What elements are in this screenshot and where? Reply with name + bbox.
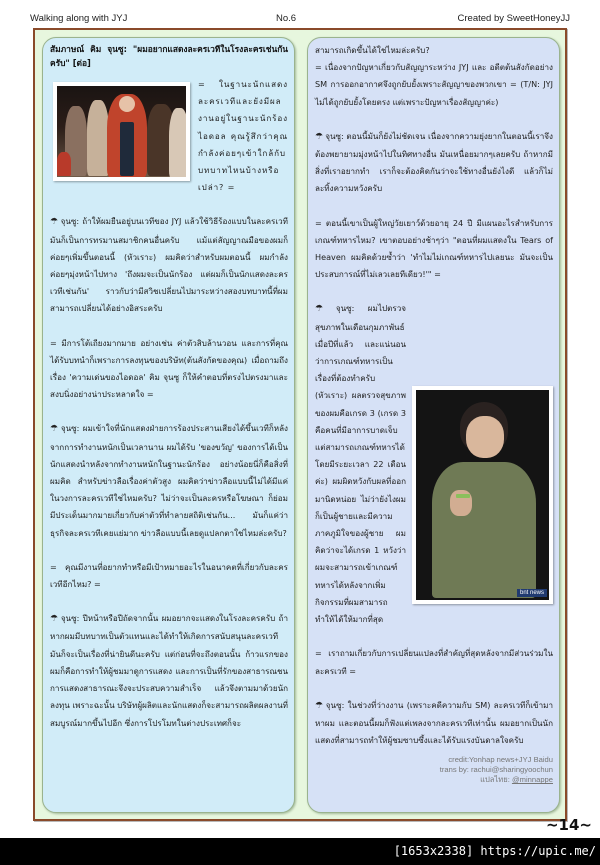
magazine-title: Walking along with JYJ bbox=[30, 13, 128, 24]
answer-paragraph: bnt news ☂ จุนซู: ผมไปตรวจสุขภาพในเดือนกุมภาพันธ์เมื่อปีที่แล้ว และแน่นอนว่าการเกณฑ์ทหารเป็นเรื่องที่ต้องทำครับ (หัวเราะ) ผลตรวจสุขภาพของผมคือเกรด 3 (เกรด 3 คือคนที่มีอาการบาดเจ็บแต่สามารถเกณฑ์ทหารได้โดยมีระยะเวลา 22 เดือนค่ะ) ผมผิดหวังกับผลที่ออกมานิดหน่อย ไม่ว่ายังไงผมก็เป็นผู้ชายและมีความภาคภูมิใจของผู้ชาย ผมคิดว่าจะได้เกรด 1 หวังว่าผมจะสามารถเข้าเกณฑ์ทหารได้หลังจากเพิ่มกิจกรรมที่ผมสามารถทำให้ได้ให้มากที่สุด bbox=[315, 300, 553, 628]
image-size-url-stamp: [1653x2338] https://upic.me/ bbox=[393, 844, 596, 858]
answer-paragraph: ☂ จุนซู: ถ้าให้ผมยืนอยู่บนเวทีของ JYJ แล้วใช้วิธีร้องแบบในละครเวที มันก็เป็นการทรมานสมาชิกคนอื่นครับ แม้แต่สัญญาณมือของผมก็ค่อยๆเพิ่มขึ้นตอนนี้ (หัวเราะ) ผมคิดว่าสำหรับผมตอนนี้ ผมกำลังค่อยๆมุ่งหน้าไปทาง 'ถึงผมจะเป็นนักร้อง แต่ผมก็เป็นนักแสดงละครเวทีเช่นกัน' ราวกับว่ามีสวิชเปลี่ยนไปมาระหว่างสองบทบาทนี้ที่ผมสามารถเปลี่ยนได้อย่างอิสระครับ bbox=[50, 216, 288, 314]
umbrella-icon: ☂ bbox=[50, 614, 59, 625]
creator-credit: Created by SweetHoneyJJ bbox=[457, 13, 570, 24]
umbrella-icon: ☂ bbox=[315, 131, 324, 142]
bnt-news-watermark: bnt news bbox=[517, 589, 547, 597]
question-paragraph: = เราถามเกี่ยวกับการเปลี่ยนแปลงที่สำคัญที่สุดหลังจากมีส่วนร่วมในละครเวที = bbox=[315, 648, 553, 676]
article-title: สัมภาษณ์ คิม จุนซู: "ผมอยากแสดงละครเวทีในโรงละครเช่นกันครับ" [ต่อ] bbox=[50, 44, 288, 68]
image-host-footer bbox=[0, 838, 600, 865]
answer-paragraph: ☂ จุนซู: ในช่วงที่ว่างงาน (เพราะคดีความกับ SM) ละครเวทีก็เข้ามาหาผม และตอนนี้ผมก็ฟังแต่เพลงจากละครเวทีเท่านั้น ผมอยากเป็นนักแสดงที่สามารถทำให้ผู้ชมซาบซึ้งและได้รับแรงบันดาลใจครับ bbox=[315, 699, 553, 746]
question-paragraph: = มีการโต้เถียงมากมาย อย่างเช่น ค่าตัวสิบล้านวอน และการที่คุณได้รับบทนำก็เพราะการลงทุนของบริษัท(ต้นสังกัดของคุณ) เมื่อถามถึงเรื่อง 'ความเด่นของไอดอล' คิม จุนซู ก็ให้คำตอบที่ตรงไปตรงมาและสงบนิ่งอย่างน่าประหลาดใจ = bbox=[50, 337, 288, 400]
credit-translator: trans by: rachui@sharingyoochun bbox=[439, 765, 553, 775]
running-header bbox=[30, 13, 570, 27]
umbrella-icon: ☂ bbox=[315, 700, 324, 711]
question-paragraph: = ในฐานะนักแสดงละครเวทีและยังมีผลงานอยู่ในฐานะนักร้องไอดอล คุณรู้สึกว่าคุณกำลังค่อยๆเข้าใกล้กับบทบาทไหนบ้างหรือเปล่า? = bbox=[198, 79, 289, 193]
right-column bbox=[307, 37, 560, 813]
credit-source: credit:Yonhap news+JYJ Baidu bbox=[448, 755, 553, 765]
page-frame bbox=[33, 28, 567, 821]
question-paragraph: = ตอนนี้เขาเป็นผู้ใหญ่วัยเยาว์ด้วยอายุ 24 ปี มีแผนอะไรสำหรับการเกณฑ์ทหารไหม? เขาตอบอย่างช้าๆว่า "ตอนที่ผมแสดงใน Tears of Heaven ผมคิดด้วยซ้ำว่า 'ทำไมไม่เกณฑ์ทหารไปเลยนะ มันจะเป็นประสบการณ์ที่ไม่เลวเลยทีเดียว!'" = bbox=[315, 217, 553, 280]
umbrella-icon: ☂ bbox=[50, 424, 59, 435]
left-column bbox=[42, 37, 295, 813]
question-paragraph: = คุณมีงานที่อยากทำหรือมีเป้าหมายอะไรในอนาคตที่เกี่ยวกับละครเวทีอีกไหม? = bbox=[50, 561, 288, 590]
translator-handle-link[interactable]: @minnappe bbox=[511, 775, 553, 785]
answer-paragraph: ☂ จุนซู: ผมเข้าใจที่นักแสดงฝ่ายการร้องประสานเสียงได้ขึ้นเวทีก็หลังจากการทำงานหนักเป็นเวลานาน ผมได้รับ 'ของขวัญ' ของการได้เป็นนักแสดงนำหลังจากทำงานหนักในฐานะนักร้อง อย่างน้อยนี่ก็คือสิ่งที่ผมคิด สำหรับข่าวลือเรื่องค่าตัวสูง ผมคิดว่าข่าวลือแบบนี้ไม่ได้มีแค่ในวงการละครเวทีใช่ไหมครับ? ไม่ว่าจะเป็นละครหรือโฆษณา ก็ย่อมมีประเด็นมากมายเกี่ยวกับค่าตัวที่ทำลายสถิติเช่นกัน... มันก็แค่ว่า ธุรกิจละครเวทีเคยแย่มาก ข่าวลือแบบนี้เลยดูแปลกตาใช่ไหมล่ะครับ? bbox=[50, 423, 288, 538]
continued-paragraph: สามารถเกิดขึ้นได้ใช่ไหมล่ะครับ? bbox=[315, 45, 430, 55]
stage-photo bbox=[53, 82, 190, 181]
soldier-uniform-photo bbox=[412, 386, 553, 604]
umbrella-icon: ☂ bbox=[50, 217, 59, 228]
question-paragraph: = เนื่องจากปัญหาเกี่ยวกับสัญญาระหว่าง JYJ และ อดีตต้นสังกัดอย่าง SM การออกอากาศจึงถูกยับยั้งเพราะสัญญาของพวกเขา = (T/N: JYJ ไม่ได้ถูกยับยั้งโดยตรง แต่เพราะปัญหาเรื่องสัญญาค่ะ) bbox=[315, 62, 553, 107]
issue-number: No.6 bbox=[276, 13, 297, 24]
answer-paragraph: ☂ จุนซู: ปีหน้าหรือปีถัดจากนั้น ผมอยากจะแสดงในโรงละครครับ ถ้าหากผมมีบทบาทเป็นตัวแทนและได้ทำให้เกิดการสนับสนุนละครเวที มันก็จะเป็นเรื่องที่น่ายินดีนะครับ แต่ก่อนที่จะถึงตอนนั้น ก้าวแรกของผมก็คือการทำให้ผู้ชมมาดูการแสดง และการเป็นที่รักของสาธารณชน การแสดงสาธารณะจึงจะประสบความสำเร็จ แล้วจึงตามมาด้วยนักลงทุน เพราะฉะนั้น บริษัทผู้ผลิตและนักแสดงก็จะสามารถผลิตผลงานที่สมบูรณ์มากขึ้นไปอีก ซึ่งการโปรโมทในต่างประเทศก็จะ bbox=[50, 613, 288, 728]
page-number: ~14~ bbox=[545, 816, 592, 834]
umbrella-icon: ☂ bbox=[315, 304, 334, 315]
answer-paragraph: ☂ จุนซู: ตอนนี้มันก็ยังไม่ชัดเจน เนื่องจากความยุ่งยากในตอนนี้เราจึงต้องพยายามมุ่งหน้าไปในทิศทางอื่น มันเหนื่อยมากๆเลยครับ ถ้าหากมีสิ่งที่เราอยากทำ เราก็จะต้องคิดกันว่าจะใช้ทางอื่นยังไงดี แล้วก็ไม่ละทิ้งความหวังครับ bbox=[315, 130, 553, 194]
credits-block bbox=[315, 755, 553, 785]
credit-thai-translator: แปลไทย: @minnappe bbox=[480, 775, 553, 785]
